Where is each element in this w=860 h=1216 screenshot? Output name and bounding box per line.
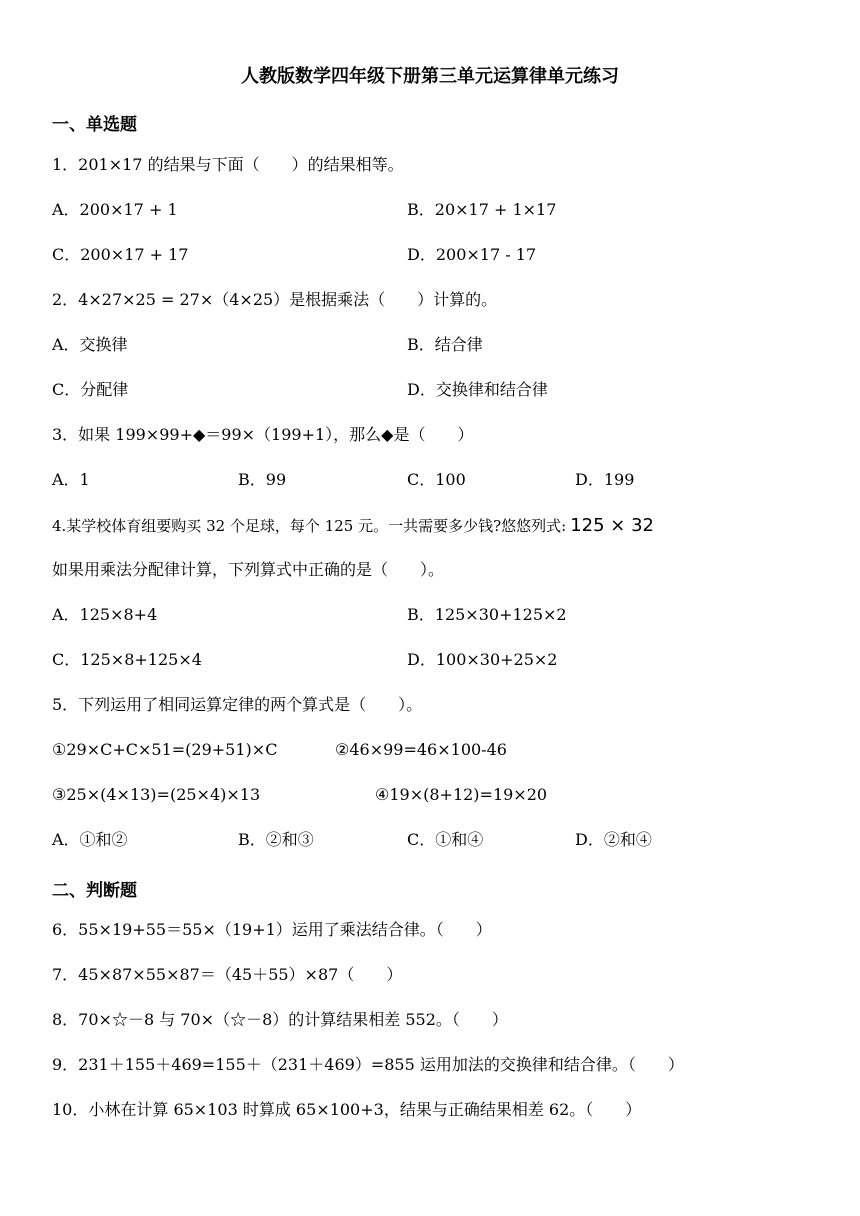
question-5-expression-3: ③25×(4×13)=(25×4)×13 — [52, 785, 261, 804]
page-title: 人教版数学四年级下册第三单元运算律单元练习 — [241, 66, 619, 87]
question-2-stem: 2．4×27×25 = 27×（4×25）是根据乘法（ ）计算的。 — [52, 290, 498, 309]
question-9-stem: 9．231＋155＋469=155＋（231＋469）=855 运用加法的交换律和结合律。（ ） — [52, 1055, 684, 1074]
question-2-option-a: A．交换律 — [52, 335, 128, 354]
question-4-option-d: D．100×30+25×2 — [407, 650, 558, 669]
question-2-option-c: C．分配律 — [52, 380, 129, 399]
question-5-expression-4: ④19×(8+12)=19×20 — [375, 785, 548, 804]
question-1-option-a: A．200×17 + 1 — [52, 200, 178, 219]
section-heading-true-false: 二、判断题 — [52, 881, 137, 901]
question-1-option-c: C．200×17 + 17 — [52, 245, 189, 264]
question-5-expression-2: ②46×99=46×100-46 — [335, 740, 507, 759]
question-4-expression: 125 × 32 — [570, 515, 654, 536]
question-10-stem: 10．小林在计算 65×103 时算成 65×100+3，结果与正确结果相差 62。（ ） — [52, 1100, 642, 1119]
question-3-option-a: A．1 — [52, 470, 90, 489]
question-4-option-b: B．125×30+125×2 — [407, 605, 567, 624]
question-2-option-b: B．结合律 — [407, 335, 483, 354]
question-4-stem-line-2: 如果用乘法分配律计算，下列算式中正确的是（ ）。 — [52, 560, 445, 579]
question-5-stem: 5．下列运用了相同运算定律的两个算式是（ ）。 — [52, 695, 423, 714]
question-8-stem: 8．70×☆－8 与 70×（☆－8）的计算结果相差 552。（ ） — [52, 1010, 508, 1029]
question-4-stem-line-1 — [52, 515, 654, 537]
question-4-stem-text: 4.某学校体育组要购买 32 个足球，每个 125 元。一共需要多少钱?悠悠列式: — [52, 517, 567, 535]
question-1-option-d: D．200×17 - 17 — [407, 245, 537, 264]
section-heading-single-choice: 一、单选题 — [52, 115, 137, 135]
question-5-option-d: D．②和④ — [575, 830, 652, 849]
question-5-option-a: A．①和② — [52, 830, 128, 849]
question-4-option-c: C．125×8+125×4 — [52, 650, 202, 669]
question-5-expression-1: ①29×C+C×51=(29+51)×C — [52, 740, 278, 759]
question-1-option-b: B．20×17 + 1×17 — [407, 200, 557, 219]
question-3-option-b: B．99 — [238, 470, 287, 489]
question-6-stem: 6．55×19+55＝55×（19+1）运用了乘法结合律。（ ） — [52, 920, 492, 939]
question-5-option-b: B．②和③ — [238, 830, 314, 849]
question-4-option-a: A．125×8+4 — [52, 605, 158, 624]
question-5-option-c: C．①和④ — [407, 830, 484, 849]
question-3-option-d: D．199 — [575, 470, 635, 489]
question-3-stem: 3．如果 199×99+◆＝99×（199+1），那么◆是（ ） — [52, 425, 474, 444]
question-3-option-c: C．100 — [407, 470, 466, 489]
question-1-stem: 1．201×17 的结果与下面（ ）的结果相等。 — [52, 155, 404, 174]
question-2-option-d: D．交换律和结合律 — [407, 380, 548, 399]
question-7-stem: 7．45×87×55×87＝（45＋55）×87（ ） — [52, 965, 403, 984]
